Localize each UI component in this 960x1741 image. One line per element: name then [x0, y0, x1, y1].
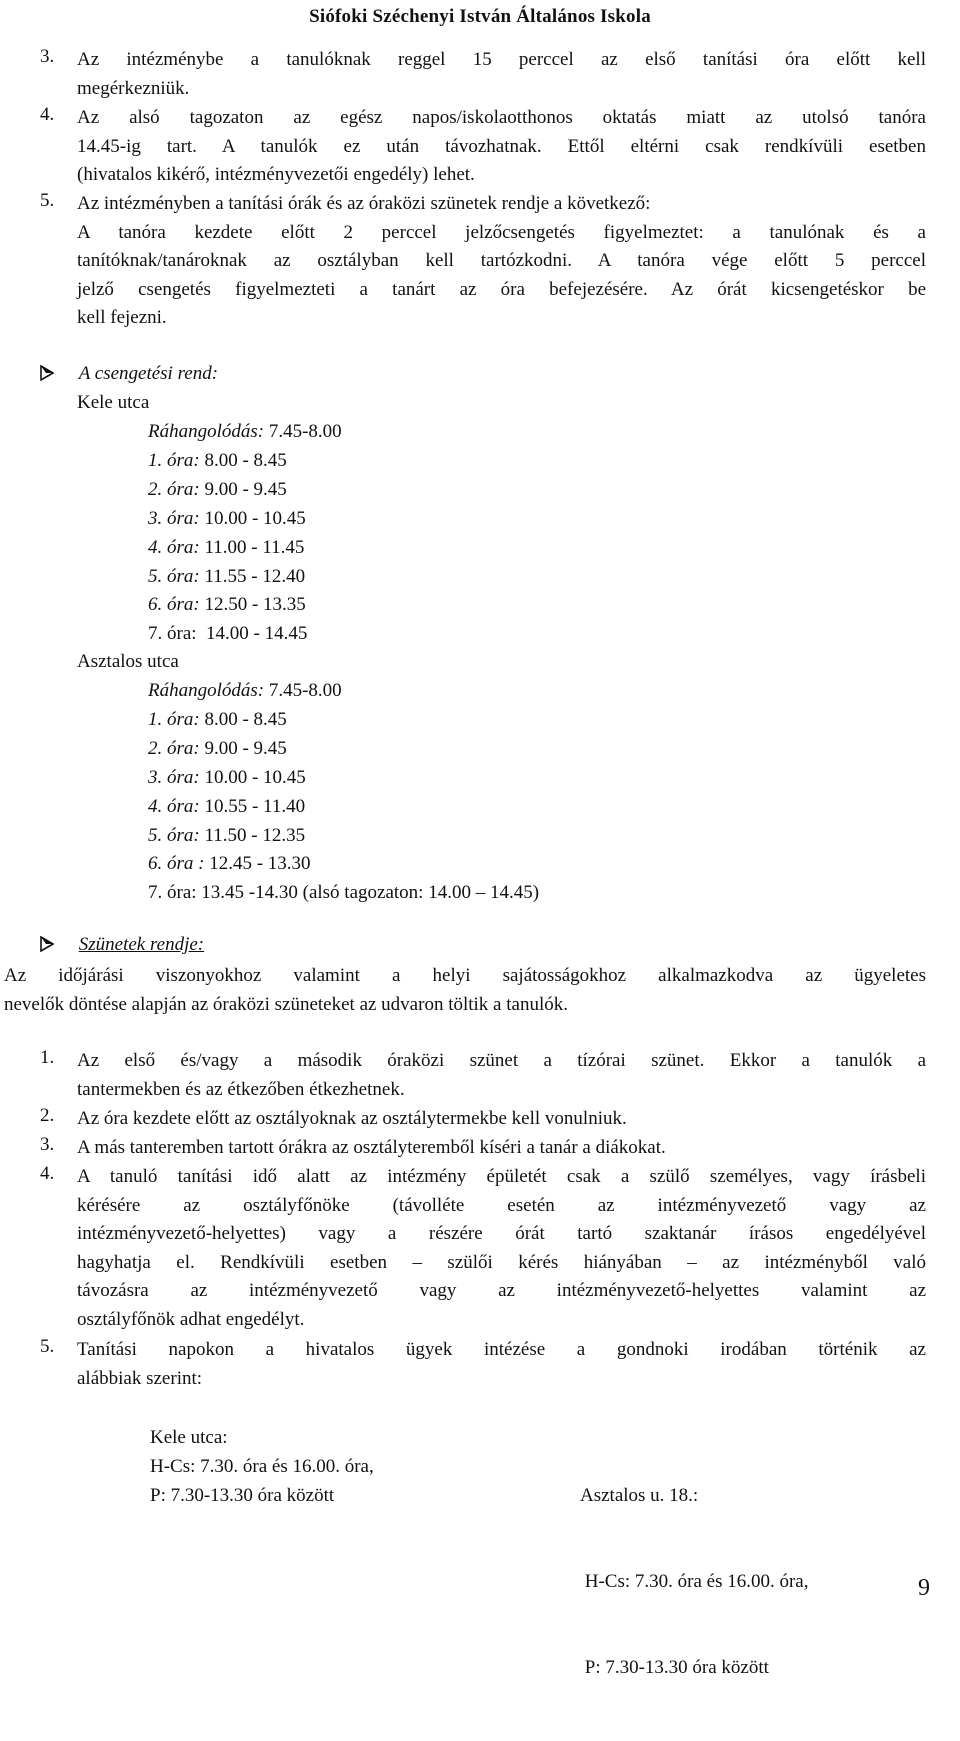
period-time: 10.00 - 10.45: [199, 507, 306, 529]
text-line: Az intézményben a tanítási órák és az óraközi szünetek rendje a következő:: [77, 193, 651, 214]
period-label: 7. óra:: [148, 623, 197, 645]
period-label: 7. óra:: [148, 882, 197, 904]
period-time: 8.00 - 8.45: [199, 449, 287, 471]
break-rule-1: [77, 1047, 926, 1104]
asztalos-schedule: [148, 677, 539, 908]
period-label: Ráhangolódás:: [148, 680, 265, 701]
office-line: H-Cs: 7.30. óra és 16.00. óra,: [150, 1455, 374, 1477]
schedule-row: [148, 534, 342, 563]
period-label: 3. óra:: [148, 766, 200, 788]
rule-number: 4.: [40, 1163, 55, 1184]
text-line: Tanítási napokon a hivatalos ügyek intézése a gondnoki irodában történik az: [77, 1339, 926, 1360]
schedule-row: [148, 418, 342, 447]
period-label: 6. óra :: [148, 853, 205, 875]
schedule-row: [148, 735, 539, 764]
break-title: Szünetek rendje:: [78, 934, 205, 955]
schedule-row: [148, 505, 342, 534]
text-line: A tanóra kezdete előtt 2 perccel jelzőcsengetés figyelmeztet: a tanulónak és a: [77, 221, 926, 243]
arrow-bullet-icon: [40, 365, 54, 381]
period-time: 9.00 - 9.45: [199, 478, 287, 500]
break-intro: [4, 962, 926, 1019]
bell-schedule-title: A csengetési rend:: [78, 363, 219, 384]
office-hours-asztalos: [580, 1424, 809, 1741]
text-line: Az óra kezdete előtt az osztályoknak az osztálytermekbe kell vonulniuk.: [77, 1108, 627, 1129]
schedule-row: [148, 476, 342, 505]
schedule-row: [148, 793, 539, 822]
period-time: 11.50 - 12.35: [199, 824, 306, 846]
rule-number: 4.: [40, 104, 55, 125]
asztalos-title: Asztalos utca: [77, 651, 179, 672]
text-line: Az első és/vagy a második óraközi szünet a tízórai szünet. Ekkor a tanulók a: [77, 1050, 926, 1071]
kele-schedule: [148, 418, 342, 649]
text-line: tantermekben és az étkezőben étkezhetnek.: [77, 1078, 405, 1100]
period-label: 5. óra:: [148, 824, 200, 846]
text-line: osztályfőnök adhat engedélyt.: [77, 1308, 305, 1330]
period-label: 1. óra:: [148, 708, 200, 730]
rule-5-text: [77, 190, 926, 333]
period-time: 7.45-8.00: [264, 680, 342, 701]
period-time: 10.00 - 10.45: [199, 766, 306, 788]
period-label: 4. óra:: [148, 536, 200, 558]
arrow-bullet-icon: [40, 936, 54, 952]
schedule-row: [148, 447, 342, 476]
break-heading: [40, 931, 204, 960]
text-line: nevelők döntése alapján az óraközi szüneteket az udvaron töltik a tanulók.: [4, 993, 568, 1015]
period-label: 5. óra:: [148, 565, 200, 587]
text-line: hagyhatja el. Rendkívüli esetben – szülői kérés hiányában – az intézményből való: [77, 1251, 926, 1273]
text-line: A más tanteremben tartott órákra az osztályteremből kíséri a tanár a diákokat.: [77, 1137, 666, 1158]
text-line: (hivatalos kikérő, intézményvezetői engedély) lehet.: [77, 164, 475, 186]
period-time: 14.00 - 14.45: [196, 623, 308, 645]
period-time: 12.50 - 13.35: [199, 594, 306, 616]
period-label: 2. óra:: [148, 478, 200, 500]
text-line: távozásra az intézményvezető vagy az intézményvezető-helyettes valamint az: [77, 1280, 926, 1302]
text-line: Az intézménybe a tanulóknak reggel 15 perccel az első tanítási óra előtt kell: [77, 49, 926, 70]
period-label: 3. óra:: [148, 507, 200, 529]
break-rule-2: [77, 1105, 926, 1134]
office-hours-kele: [150, 1424, 374, 1510]
period-label: 6. óra:: [148, 594, 200, 616]
text-line: jelző csengetés figyelmezteti a tanárt az óra befejezésére. Az órát kicsengetéskor be: [77, 278, 926, 300]
period-time: 11.55 - 12.40: [199, 565, 306, 587]
kele-title: Kele utca: [77, 392, 150, 413]
text-line: megérkezniük.: [77, 77, 190, 99]
text-line: kérésére az osztályfőnöke (távolléte esetén az intézményvezető vagy az: [77, 1194, 926, 1216]
period-label: 4. óra:: [148, 795, 200, 817]
rule-4-text: [77, 104, 926, 190]
rule-number: 5.: [40, 190, 55, 211]
text-line: Az időjárási viszonyokhoz valamint a helyi sajátosságokhoz alkalmazkodva az ügyeletes: [4, 965, 926, 986]
rule-number: 3.: [40, 46, 55, 67]
break-rule-3: [77, 1134, 926, 1163]
schedule-row: [148, 677, 539, 706]
text-line: Az alsó tagozaton az egész napos/iskolaotthonos oktatás miatt az utolsó tanóra: [77, 107, 926, 128]
rule-number: 2.: [40, 1105, 55, 1126]
text-line: kell fejezni.: [77, 307, 167, 329]
rule-number: 3.: [40, 1134, 55, 1155]
office-line: P: 7.30-13.30 óra között: [580, 1657, 769, 1679]
text-line: intézményvezető-helyettes) vagy a részére órát tartó szaktanár írásos engedélyével: [77, 1223, 926, 1245]
break-rule-5: [77, 1336, 926, 1393]
schedule-row: [148, 563, 342, 592]
office-line: P: 7.30-13.30 óra között: [150, 1484, 335, 1506]
schedule-row: [148, 850, 539, 879]
bell-schedule-heading: [40, 360, 218, 389]
text-line: 14.45-ig tart. A tanulók ez után távozhatnak. Ettől eltérni csak rendkívüli esetben: [77, 135, 926, 157]
page-header: Siófoki Széchenyi István Általános Iskola: [309, 6, 651, 27]
text-line: A tanuló tanítási idő alatt az intézmény épületét csak a szülő személyes, vagy írásbeli: [77, 1166, 926, 1187]
break-rule-4: [77, 1163, 926, 1335]
text-line: alábbiak szerint:: [77, 1367, 203, 1389]
rule-number: 1.: [40, 1047, 55, 1068]
page-number: 9: [918, 1575, 930, 1601]
rule-number: 5.: [40, 1336, 55, 1357]
period-time: 10.55 - 11.40: [199, 795, 306, 817]
schedule-row: [148, 764, 539, 793]
period-time: 8.00 - 8.45: [199, 708, 287, 730]
schedule-row: [148, 706, 539, 735]
period-label: 1. óra:: [148, 449, 200, 471]
office-line: Kele utca:: [150, 1427, 228, 1448]
period-label: Ráhangolódás:: [148, 421, 265, 442]
text-line: tanítóknak/tanároknak az osztályban kell tartózkodni. A tanóra vége előtt 5 perccel: [77, 250, 926, 272]
office-line: Asztalos u. 18.:: [580, 1484, 699, 1506]
schedule-row: [148, 591, 342, 620]
office-line: H-Cs: 7.30. óra és 16.00. óra,: [580, 1570, 809, 1592]
period-time: 7.45-8.00: [264, 421, 342, 442]
period-time: 9.00 - 9.45: [199, 737, 287, 759]
rule-3-text: [77, 46, 926, 103]
period-time: 13.45 -14.30 (alsó tagozaton: 14.00 – 14.45): [196, 882, 540, 904]
period-label: 2. óra:: [148, 737, 200, 759]
period-time: 12.45 - 13.30: [204, 853, 311, 875]
schedule-row: [148, 620, 342, 649]
schedule-row: [148, 879, 539, 908]
period-time: 11.00 - 11.45: [199, 536, 305, 558]
schedule-row: [148, 822, 539, 851]
